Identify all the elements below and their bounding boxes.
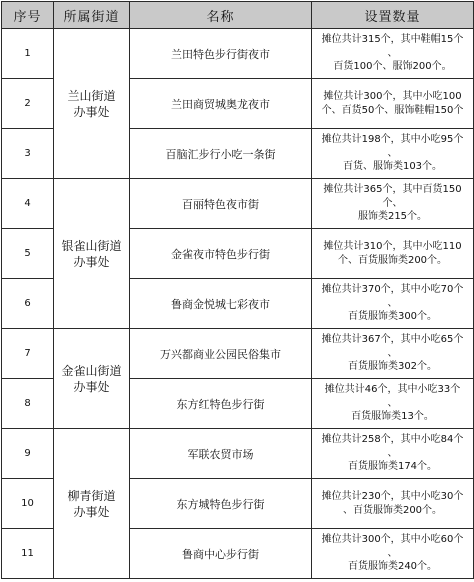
count-line: 摊位共计198个，其中小吃95个 [321, 134, 464, 146]
stall-count [312, 329, 474, 379]
stall-count [312, 529, 474, 579]
market-name: 百脑汇步行小吃一条街 [130, 129, 312, 179]
street-line: 兰山街道 [67, 88, 116, 103]
stall-count [312, 179, 474, 229]
count-line: 摊位共计370个，其中小吃70个 [321, 284, 464, 296]
header-count: 设置数量 [312, 2, 474, 29]
count-line: 个、百货服饰类200个。 [337, 254, 448, 266]
count-line: 、 [387, 547, 398, 559]
count-line: 服饰类215个。 [357, 211, 428, 223]
count-line: 摊位共计46个，其中小吃33个 [324, 384, 461, 396]
stall-count [312, 129, 474, 179]
count-line: 个、 [382, 197, 403, 209]
count-line: 摊位共计365个，其中百货150 [323, 184, 462, 196]
count-line: 、 [387, 47, 398, 59]
count-line: 百货服饰类13个。 [351, 411, 434, 423]
market-table [1, 1, 474, 579]
market-name: 百丽特色夜市街 [130, 179, 312, 229]
count-line: 百货服饰类240个。 [347, 561, 438, 573]
count-line: 个、百货50个、服饰鞋帽150个 [321, 104, 464, 116]
count-line: 百货100个、服饰200个。 [333, 61, 452, 73]
count-line: 、百货服饰类200个。 [342, 504, 443, 516]
market-name: 鲁商中心步行街 [130, 529, 312, 579]
table-row [2, 179, 474, 229]
row-no: 9 [2, 429, 54, 479]
street-cell [54, 329, 130, 429]
market-name: 东方红特色步行街 [130, 379, 312, 429]
header-name: 名称 [130, 2, 312, 29]
row-no: 3 [2, 129, 54, 179]
street-line: 金雀山街道 [61, 363, 122, 378]
count-line: 、 [387, 447, 398, 459]
market-name: 鲁商金悦城七彩夜市 [130, 279, 312, 329]
market-name: 东方城特色步行街 [130, 479, 312, 529]
street-line: 办事处 [73, 504, 110, 519]
market-name: 兰田特色步行街夜市 [130, 29, 312, 79]
row-no: 4 [2, 179, 54, 229]
count-line: 摊位共计315个，其中鞋帽15个 [321, 34, 464, 46]
count-line: 摊位共计367个，其中小吃65个 [321, 334, 464, 346]
stall-count [312, 379, 474, 429]
count-line: 摊位共计230个，其中小吃30个 [321, 491, 464, 502]
table-row [2, 329, 474, 379]
street-cell [54, 179, 130, 329]
street-cell [54, 29, 130, 179]
header-street: 所属街道 [54, 2, 130, 29]
stall-count [312, 229, 474, 279]
stall-count [312, 279, 474, 329]
count-line: 百货服饰类174个。 [347, 461, 438, 473]
count-line: 摊位共计258个，其中小吃84个 [321, 434, 464, 446]
header-row [2, 2, 474, 29]
street-line: 柳青街道 [67, 488, 116, 503]
count-line: 百货服饰类300个。 [347, 311, 438, 323]
stall-count [312, 29, 474, 79]
row-no: 5 [2, 229, 54, 279]
count-line: 、 [387, 297, 398, 309]
stall-count [312, 429, 474, 479]
street-line: 办事处 [73, 104, 110, 119]
row-no: 8 [2, 379, 54, 429]
street-line: 银雀山街道 [61, 238, 122, 253]
row-no: 6 [2, 279, 54, 329]
count-line: 百货、服饰类103个。 [342, 161, 443, 173]
street-line: 办事处 [73, 254, 110, 269]
count-line: 、 [387, 147, 398, 159]
market-name: 军联农贸市场 [130, 429, 312, 479]
row-no: 2 [2, 79, 54, 129]
row-no: 11 [2, 529, 54, 579]
count-line: 百货服饰类302个。 [347, 361, 438, 373]
market-name: 金雀夜市特色步行街 [130, 229, 312, 279]
table-row [2, 429, 474, 479]
stall-count [312, 479, 474, 529]
count-line: 摊位共计300个，其中小吃60个 [321, 534, 464, 546]
count-line: 、 [387, 347, 398, 359]
table-row [2, 29, 474, 79]
street-line: 办事处 [73, 379, 110, 394]
street-cell [54, 429, 130, 579]
market-name: 万兴都商业公园民俗集市 [130, 329, 312, 379]
count-line: 摊位共计300个，其中小吃100 [323, 91, 462, 102]
count-line: 摊位共计310个，其中小吃110 [323, 241, 462, 252]
stall-count [312, 79, 474, 129]
row-no: 1 [2, 29, 54, 79]
row-no: 10 [2, 479, 54, 529]
market-name: 兰田商贸城奥龙夜市 [130, 79, 312, 129]
count-line: 、 [387, 397, 398, 409]
row-no: 7 [2, 329, 54, 379]
header-no: 序号 [2, 2, 54, 29]
